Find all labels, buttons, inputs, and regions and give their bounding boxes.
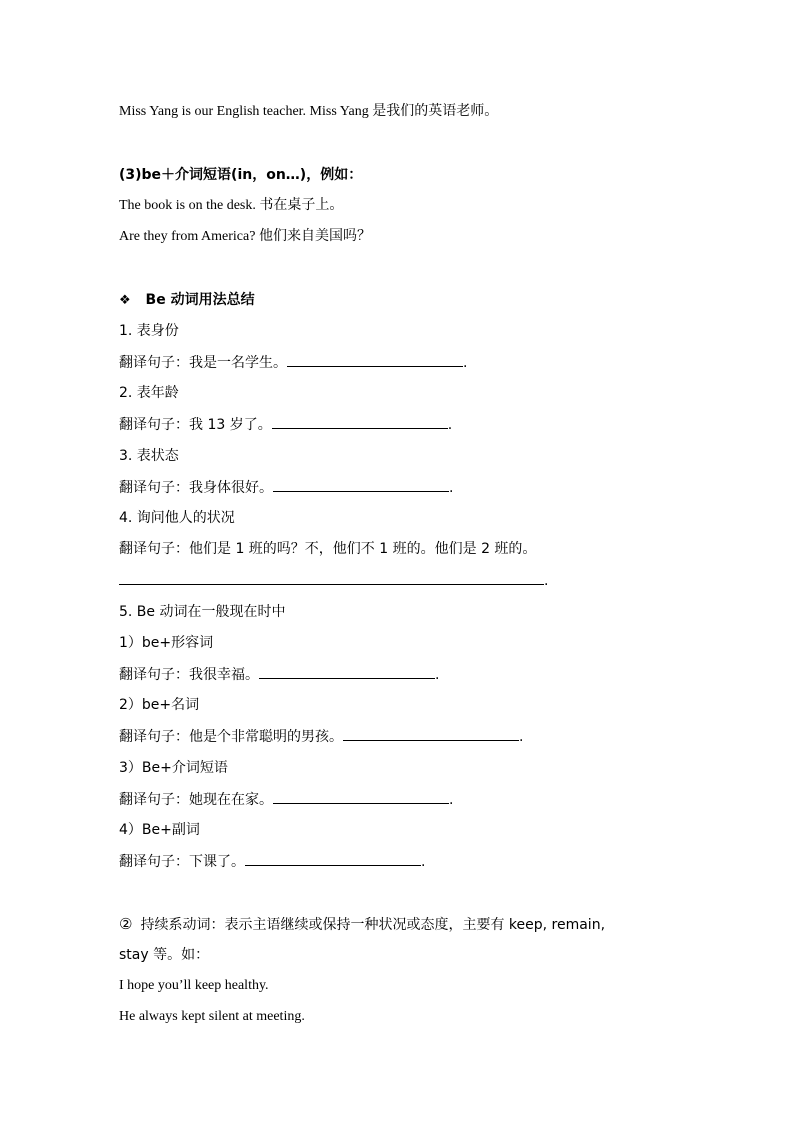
example-keep-healthy: I hope you’ll keep healthy.	[119, 978, 269, 993]
question-5: 翻译句子：我很幸福。 .	[119, 664, 439, 685]
rule-3-heading: (3)be＋介词短语(in，on…)，例如：	[119, 167, 363, 183]
question-3-prompt: 翻译句子：我身体很好。	[119, 480, 273, 496]
example-sentence-miss-yang: Miss Yang is our English teacher. Miss Yang 是我们的英语老师。	[119, 104, 499, 119]
answer-blank-8[interactable]	[245, 851, 421, 866]
answer-blank-2[interactable]	[272, 414, 448, 429]
item-4-label: 4. 询问他人的状况	[119, 510, 235, 526]
answer-blank-1[interactable]	[287, 352, 463, 367]
circled-number-2: ②	[119, 915, 133, 933]
question-2: 翻译句子：我 13 岁了。 .	[119, 414, 452, 435]
question-5-prompt: 翻译句子：我很幸福。	[119, 667, 259, 683]
section-title: Be 动词用法总结	[145, 292, 255, 308]
answer-blank-4[interactable]	[119, 570, 544, 585]
answer-blank-5[interactable]	[259, 664, 435, 679]
question-1: 翻译句子：我是一名学生。 .	[119, 352, 467, 373]
answer-blank-7[interactable]	[273, 789, 449, 804]
sub-item-2-label: 2）be+名词	[119, 697, 200, 713]
section-heading	[119, 290, 255, 311]
paragraph-line-2: stay 等。如：	[119, 947, 210, 963]
question-7-prompt: 翻译句子：她现在在家。	[119, 792, 273, 808]
example-sentence-book: The book is on the desk. 书在桌子上。	[119, 198, 344, 213]
answer-blank-3[interactable]	[273, 477, 449, 492]
item-5-label: 5. Be 动词在一般现在时中	[119, 604, 286, 620]
item-2-label: 2. 表年龄	[119, 385, 179, 401]
answer-blank-6[interactable]	[343, 726, 519, 741]
question-6-prompt: 翻译句子：他是个非常聪明的男孩。	[119, 729, 343, 745]
question-4-answer-line: .	[119, 570, 548, 591]
sub-item-1-label: 1）be+形容词	[119, 635, 214, 651]
question-2-prompt: 翻译句子：我 13 岁了。	[119, 417, 272, 433]
sub-item-3-label: 3）Be+介词短语	[119, 760, 228, 776]
continuous-linking-verb-paragraph	[119, 914, 605, 935]
question-8: 翻译句子：下课了。 .	[119, 851, 425, 872]
question-3: 翻译句子：我身体很好。 .	[119, 477, 453, 498]
sub-item-4-label: 4）Be+副词	[119, 822, 200, 838]
example-kept-silent: He always kept silent at meeting.	[119, 1009, 305, 1024]
question-4-prompt: 翻译句子：他们是 1 班的吗？不，他们不 1 班的。他们是 2 班的。	[119, 541, 537, 557]
example-sentence-america: Are they from America? 他们来自美国吗？	[119, 229, 371, 244]
question-7: 翻译句子：她现在在家。 .	[119, 789, 453, 810]
diamond-bullet-icon: ❖	[119, 293, 131, 308]
question-8-prompt: 翻译句子：下课了。	[119, 854, 245, 870]
question-6: 翻译句子：他是个非常聪明的男孩。 .	[119, 726, 523, 747]
paragraph-line-1: 持续系动词：表示主语继续或保持一种状况或态度，主要有 keep, remain,	[140, 917, 606, 933]
question-1-prompt: 翻译句子：我是一名学生。	[119, 355, 287, 371]
item-1-label: 1. 表身份	[119, 323, 179, 339]
item-3-label: 3. 表状态	[119, 448, 179, 464]
